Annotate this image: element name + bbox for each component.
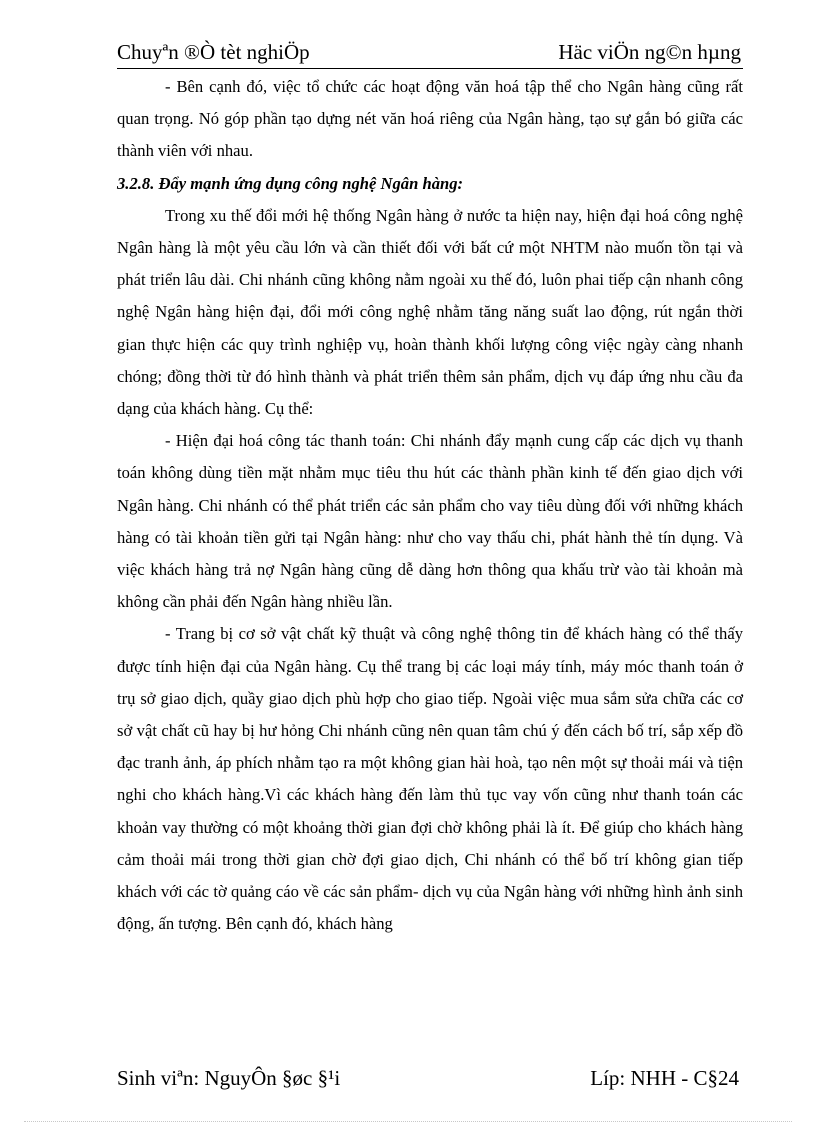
header-institution: Häc viÖn ng©n hµng bbox=[558, 40, 741, 64]
header-document-type: Chuyªn ®Ò tèt nghiÖp bbox=[117, 40, 310, 64]
page-bottom-divider bbox=[24, 1121, 792, 1122]
paragraph-facilities: - Trang bị cơ sở vật chất kỹ thuật và công nghệ thông tin để khách hàng có thể thấy được tính hiện đại của Ngân hàng. Cụ thể trang bị các loại máy tính, máy móc thanh toán ở trụ sở giao dịch, quầy giao dịch phù hợp cho giao tiếp. Ngoài việc mua sắm sửa chữa các cơ sở vật chất cũ hay bị hư hỏng Chi nhánh cũng nên quan tâm chú ý đến cách bố trí, sắp xếp đồ đạc tranh ảnh, áp phích nhằm tạo ra một không gian hài hoà, tạo nên một sự thoải mái và tiện nghi cho khách hàng.Vì các khách hàng đến làm thủ tục vay vốn cũng như thanh toán các khoản vay thường có một khoảng thời gian đợi chờ không phải là ít. Để giúp cho khách hàng cảm thoải mái trong thời gian chờ đợi giao dịch, Chi nhánh có thể bố trí không gian tiếp khách với các tờ quảng cáo về các sản phẩm- dịch vụ của Ngân hàng với những hình ảnh sinh động, ấn tượng. Bên cạnh đó, khách hàng bbox=[117, 624, 743, 934]
paragraph-payment-modernization: - Hiện đại hoá công tác thanh toán: Chi nhánh đẩy mạnh cung cấp các dịch vụ thanh toán không dùng tiền mặt nhằm mục tiêu thu hút các thành phần kinh tế đến giao dịch với Ngân hàng. Chi nhánh có thể phát triển các sản phẩm cho vay tiêu dùng đối với những khách hàng có tài khoản tiền gửi tại Ngân hàng: như cho vay thấu chi, phát hành thẻ tín dụng. Và việc khách hàng trả nợ Ngân hàng cũng dễ dàng hơn thông qua khấu trừ vào tài khoản mà không cần phải đến Ngân hàng nhiều lần. bbox=[117, 431, 743, 612]
paragraph-technology-intro: Trong xu thế đổi mới hệ thống Ngân hàng ở nước ta hiện nay, hiện đại hoá công nghệ Ngân hàng là một yêu cầu lớn và cần thiết đối với bất cứ một NHTM nào muốn tồn tại và phát triển lâu dài. Chi nhánh cũng không nằm ngoài xu thế đó, luôn phai tiếp cận nhanh công nghệ Ngân hàng hiện đại, đổi mới công nghệ nhằm tăng năng suất lao động, rút ngắn thời gian thực hiện các quy trình nghiệp vụ, hoàn thành khối lượng công việc ngày càng nhanh chóng; đồng thời từ đó hình thành và phát triển thêm sản phẩm, dịch vụ đáp ứng nhu cầu đa dạng của khách hàng. Cụ thể: bbox=[117, 205, 743, 419]
paragraph-cultural-activities: - Bên cạnh đó, việc tổ chức các hoạt động văn hoá tập thể cho Ngân hàng cũng rất quan trọng. Nó góp phần tạo dựng nét văn hoá riêng của Ngân hàng, tạo sự gắn bó giữa các thành viên với nhau. bbox=[117, 77, 743, 161]
page-body bbox=[117, 71, 743, 940]
footer-class: Líp: NHH - C§24 bbox=[590, 1066, 739, 1090]
page-header bbox=[117, 36, 743, 69]
page-footer bbox=[117, 1066, 743, 1096]
section-heading: 3.2.8. Đẩy mạnh ứng dụng công nghệ Ngân hàng: bbox=[117, 173, 464, 193]
footer-student-name: Sinh viªn: NguyÔn §øc §¹i bbox=[117, 1066, 341, 1090]
